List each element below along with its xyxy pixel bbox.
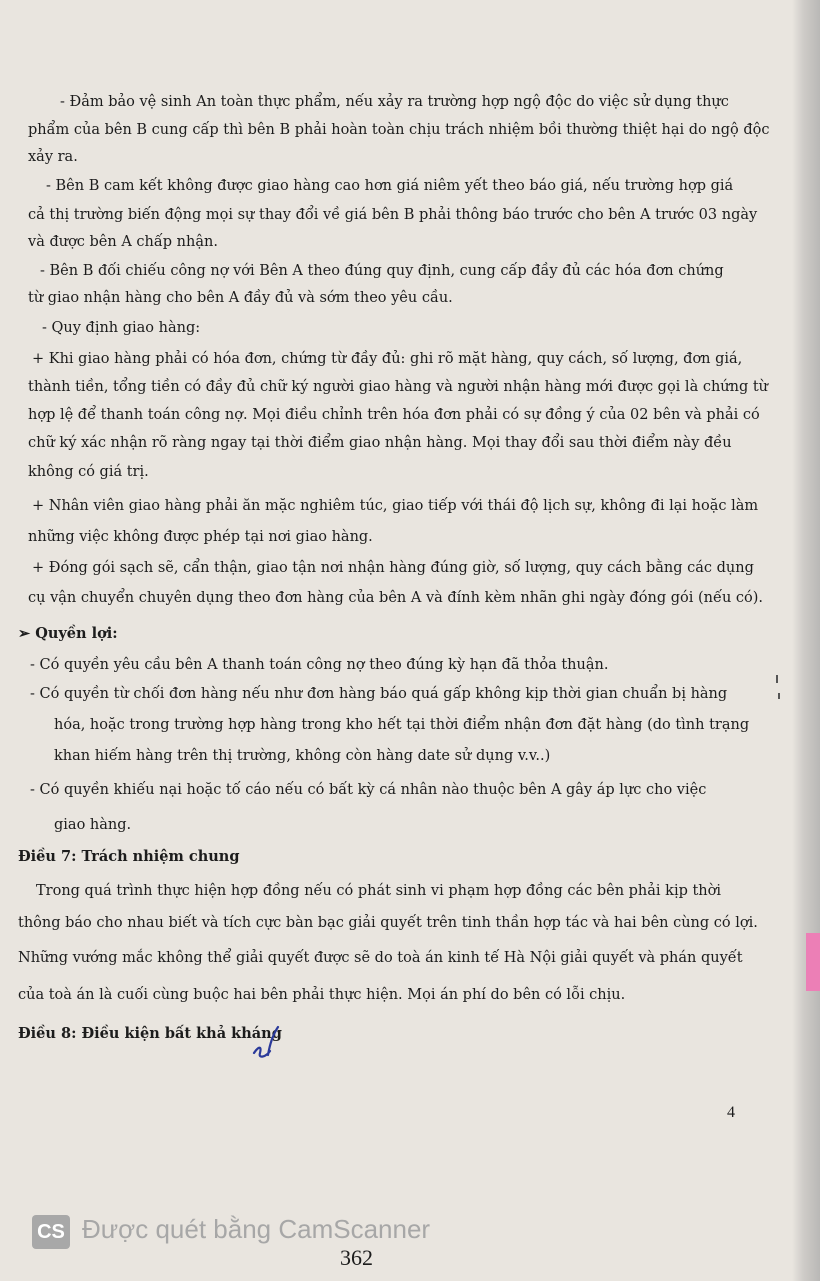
text-line: hóa, hoặc trong trường hợp hàng trong kho hết tại thời điểm nhận đơn đặt hàng (do tình trạng bbox=[54, 717, 750, 733]
camscanner-watermark-text: Được quét bằng CamScanner bbox=[82, 1214, 431, 1244]
text-line: thành tiền, tổng tiền có đầy đủ chữ ký người giao hàng và người nhận hàng mới được gọi là chứng từ bbox=[28, 379, 769, 395]
pink-bookmark-tab bbox=[806, 933, 820, 991]
section-heading-rights: ➢ Quyền lợi: bbox=[18, 625, 118, 642]
text-line: + Nhân viên giao hàng phải ăn mặc nghiêm túc, giao tiếp với thái độ lịch sự, không đi lại hoặc làm bbox=[32, 498, 759, 514]
text-line: Trong quá trình thực hiện hợp đồng nếu có phát sinh vi phạm hợp đồng các bên phải kịp thời bbox=[36, 883, 722, 899]
text-line: những việc không được phép tại nơi giao hàng. bbox=[28, 529, 373, 545]
text-line: hợp lệ để thanh toán công nợ. Mọi điều chỉnh trên hóa đơn phải có sự đồng ý của 02 bên và phải có bbox=[28, 407, 760, 423]
text-line: Những vướng mắc không thể giải quyết được sẽ do toà án kinh tế Hà Nội giải quyết và phán quyết bbox=[18, 950, 743, 966]
text-line: phẩm của bên B cung cấp thì bên B phải hoàn toàn chịu trách nhiệm bồi thường thiệt hại do ngộ độc bbox=[28, 122, 770, 138]
list-item: - Có quyền khiếu nại hoặc tố cáo nếu có bất kỳ cá nhân nào thuộc bên A gây áp lực cho việc bbox=[30, 782, 707, 798]
text-line: xảy ra. bbox=[28, 149, 78, 165]
camscanner-logo: CS bbox=[32, 1215, 70, 1249]
page-edge bbox=[792, 0, 820, 1281]
list-item: - Có quyền yêu cầu bên A thanh toán công nợ theo đúng kỳ hạn đã thỏa thuận. bbox=[30, 657, 609, 673]
text-line: chữ ký xác nhận rõ ràng ngay tại thời điểm giao nhận hàng. Mọi thay đổi sau thời điểm này đều bbox=[28, 435, 732, 451]
article-8-heading: Điều 8: Điều kiện bất khả kháng bbox=[18, 1025, 282, 1042]
text-line: khan hiếm hàng trên thị trường, không còn hàng date sử dụng v.v..) bbox=[54, 748, 551, 764]
text-line: và được bên A chấp nhận. bbox=[28, 234, 218, 250]
scan-speck bbox=[776, 675, 778, 683]
text-line: từ giao nhận hàng cho bên A đầy đủ và sớm theo yêu cầu. bbox=[28, 290, 453, 306]
text-line: của toà án là cuối cùng buộc hai bên phải thực hiện. Mọi án phí do bên có lỗi chịu. bbox=[18, 987, 626, 1003]
article-7-heading: Điều 7: Trách nhiệm chung bbox=[18, 848, 240, 865]
text-line: - Bên B cam kết không được giao hàng cao hơn giá niêm yết theo báo giá, nếu trường hợp giá bbox=[46, 178, 734, 194]
text-line: giao hàng. bbox=[54, 817, 132, 833]
footer-number: 362 bbox=[340, 1245, 373, 1270]
text-line: - Đảm bảo vệ sinh An toàn thực phẩm, nếu xảy ra trường hợp ngộ độc do việc sử dụng thực bbox=[60, 94, 729, 110]
text-line: cả thị trường biến động mọi sự thay đổi về giá bên B phải thông báo trước cho bên A trước 03 ngày bbox=[28, 207, 758, 223]
text-line: - Bên B đối chiếu công nợ với Bên A theo đúng quy định, cung cấp đầy đủ các hóa đơn chứng bbox=[40, 263, 724, 279]
text-line: + Đóng gói sạch sẽ, cẩn thận, giao tận nơi nhận hàng đúng giờ, số lượng, quy cách bằng các dụng bbox=[32, 560, 754, 576]
handwritten-initial-signature bbox=[248, 1023, 284, 1061]
text-line: không có giá trị. bbox=[28, 464, 149, 480]
list-item: - Có quyền từ chối đơn hàng nếu như đơn hàng báo quá gấp không kịp thời gian chuẩn bị hàng bbox=[30, 686, 728, 702]
page-number: 4 bbox=[727, 1104, 735, 1121]
scan-speck bbox=[778, 693, 780, 699]
text-line: + Khi giao hàng phải có hóa đơn, chứng từ đầy đủ: ghi rõ mặt hàng, quy cách, số lượng, đơn giá, bbox=[32, 351, 743, 367]
text-line: cụ vận chuyển chuyên dụng theo đơn hàng của bên A và đính kèm nhãn ghi ngày đóng gói (nếu có). bbox=[28, 590, 764, 606]
text-line: - Quy định giao hàng: bbox=[42, 320, 201, 336]
text-line: thông báo cho nhau biết và tích cực bàn bạc giải quyết trên tinh thần hợp tác và hai bên cùng có lợi. bbox=[18, 915, 758, 931]
